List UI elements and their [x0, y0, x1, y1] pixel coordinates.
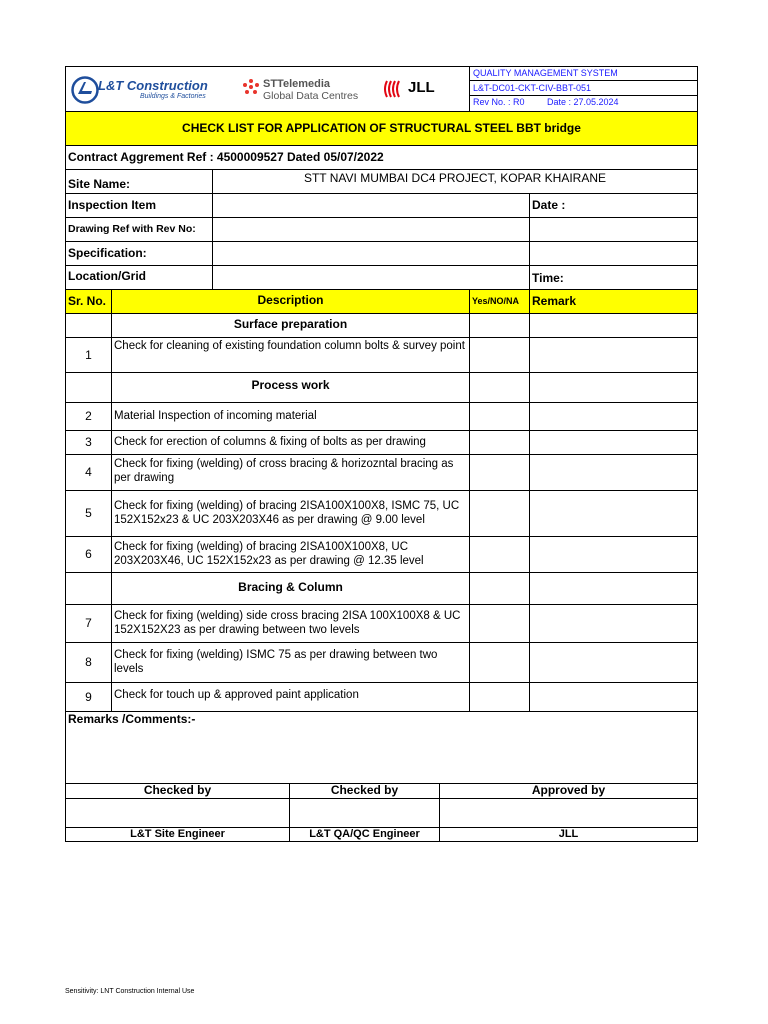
qms-line1: QUALITY MANAGEMENT SYSTEM — [473, 68, 618, 78]
lt-logo-icon — [70, 75, 100, 105]
jll-logo-text: JLL — [408, 79, 435, 96]
row-4-desc-cell — [111, 454, 470, 491]
lt-logo-name: L&T Construction — [98, 78, 208, 93]
row-1-remark[interactable] — [529, 337, 698, 373]
row-5-yes-no[interactable] — [469, 490, 530, 537]
role-1: L&T Site Engineer — [130, 828, 225, 840]
remarks-label: Remarks /Comments:- — [68, 712, 196, 726]
inspection-item-label: Inspection Item — [68, 198, 157, 212]
yes-no-header-text: Yes/NO/NA — [472, 296, 520, 306]
col-header-yes-no — [469, 289, 530, 314]
stt-logo-icon — [241, 78, 261, 96]
row-2-yes-no[interactable] — [469, 402, 530, 431]
rev-date: Date : 27.05.2024 — [547, 97, 619, 107]
contract-row — [65, 145, 698, 170]
row-6-remark[interactable] — [529, 536, 698, 573]
row-3-no: 3 — [65, 430, 112, 455]
role-2-cell — [289, 827, 440, 842]
checked-by-1: Checked by — [143, 783, 212, 797]
qms-line2: L&T-DC01-CKT-CIV-BBT-051 — [473, 83, 592, 93]
approved-by-cell — [439, 783, 698, 799]
row-8-desc-cell — [111, 642, 470, 683]
row-2-desc-cell — [111, 402, 470, 431]
remark-header-text: Remark — [532, 294, 577, 308]
lt-logo-sub: Buildings & Factories — [140, 93, 206, 100]
section-remark-cell[interactable] — [529, 572, 698, 605]
section-sr-cell — [65, 372, 112, 403]
role-2: L&T QA/QC Engineer — [309, 828, 420, 840]
remarks-box[interactable] — [65, 711, 698, 784]
qms-line2-cell — [469, 80, 698, 96]
row-1-yes-no[interactable] — [469, 337, 530, 373]
row-5-no: 5 — [65, 490, 112, 537]
time-cell[interactable] — [529, 265, 698, 290]
specification-field[interactable] — [212, 241, 530, 266]
date-label: Date : — [532, 198, 566, 212]
site-name-label-cell — [65, 169, 213, 194]
row-4-yes-no[interactable] — [469, 454, 530, 491]
section-yes-cell[interactable] — [469, 313, 530, 338]
row-6-no: 6 — [65, 536, 112, 573]
row-1-desc-cell — [111, 337, 470, 373]
section-yes-cell[interactable] — [469, 372, 530, 403]
row-8-remark[interactable] — [529, 642, 698, 683]
section-surface-text: Surface preparation — [233, 317, 348, 331]
checklist-title: CHECK LIST FOR APPLICATION OF STRUCTURAL STEEL BBT bridge — [65, 111, 698, 146]
col-header-description — [111, 289, 470, 314]
row-8-no: 8 — [65, 642, 112, 683]
signature-2-field[interactable] — [289, 798, 440, 828]
section-remark-cell[interactable] — [529, 372, 698, 403]
row-4-remark[interactable] — [529, 454, 698, 491]
col-header-remark — [529, 289, 698, 314]
description-header-text: Description — [257, 293, 324, 307]
section-process-text: Process work — [251, 378, 330, 392]
row-2-remark[interactable] — [529, 402, 698, 431]
row-3-desc-cell — [111, 430, 470, 455]
section-sr-cell — [65, 572, 112, 605]
row-2-desc: Material Inspection of incoming material — [114, 410, 317, 422]
specification-label: Specification: — [68, 246, 147, 260]
row-9-no: 9 — [65, 682, 112, 712]
row-3-desc: Check for erection of columns & fixing of bolts as per drawing — [114, 436, 426, 448]
row-3-yes-no[interactable] — [469, 430, 530, 455]
inspection-item-field[interactable] — [212, 193, 530, 218]
drawing-ref-extra-field[interactable] — [529, 217, 698, 242]
specification-extra-field[interactable] — [529, 241, 698, 266]
drawing-ref-field[interactable] — [212, 217, 530, 242]
checked-by-2-cell — [289, 783, 440, 799]
row-1-desc: Check for cleaning of existing foundation column bolts & survey point — [114, 340, 465, 352]
location-label: Location/Grid — [68, 269, 146, 283]
row-6-desc-cell — [111, 536, 470, 573]
drawing-ref-label-cell — [65, 217, 213, 242]
row-8-yes-no[interactable] — [469, 642, 530, 683]
stt-logo-line1: STTelemedia — [263, 78, 331, 90]
role-3: JLL — [558, 828, 579, 840]
row-2-no: 2 — [65, 402, 112, 431]
row-7-remark[interactable] — [529, 604, 698, 643]
row-7-yes-no[interactable] — [469, 604, 530, 643]
inspection-label-cell — [65, 193, 213, 218]
section-sr-cell — [65, 313, 112, 338]
row-7-no: 7 — [65, 604, 112, 643]
row-7-desc-cell — [111, 604, 470, 643]
date-cell[interactable] — [529, 193, 698, 218]
role-3-cell — [439, 827, 698, 842]
section-surface-preparation — [111, 313, 470, 338]
jll-logo-icon — [384, 79, 406, 99]
role-1-cell — [65, 827, 290, 842]
row-5-desc: Check for fixing (welding) of bracing 2ISA100X100X8, ISMC 75, UC 152X152x23 & UC 203X203X46 as per drawing @ 9.00 level — [114, 500, 460, 526]
row-9-yes-no[interactable] — [469, 682, 530, 712]
checked-by-1-cell — [65, 783, 290, 799]
time-label: Time: — [532, 271, 564, 285]
site-name-value: STT NAVI MUMBAI DC4 PROJECT, KOPAR KHAIRANE — [303, 171, 607, 185]
signature-1-field[interactable] — [65, 798, 290, 828]
rev-cell — [469, 95, 698, 112]
row-4-desc: Check for fixing (welding) of cross bracing & horizozntal bracing as per drawing — [114, 458, 454, 484]
row-5-remark[interactable] — [529, 490, 698, 537]
qms-line1-cell — [469, 66, 698, 81]
row-1-no: 1 — [65, 337, 112, 373]
section-bracing-text: Bracing & Column — [238, 580, 343, 594]
section-remark-cell[interactable] — [529, 313, 698, 338]
section-yes-cell[interactable] — [469, 572, 530, 605]
row-3-remark[interactable] — [529, 430, 698, 455]
row-4-no: 4 — [65, 454, 112, 491]
site-name-value-cell — [212, 169, 698, 194]
stt-logo-line2: Global Data Centres — [263, 90, 359, 102]
row-5-desc-cell — [111, 490, 470, 537]
row-9-desc: Check for touch up & approved paint application — [114, 689, 359, 701]
col-header-sr-no — [65, 289, 112, 314]
section-bracing-column — [111, 572, 470, 605]
contract-ref: Contract Aggrement Ref : 4500009527 Dated 05/07/2022 — [68, 150, 384, 164]
specification-label-cell — [65, 241, 213, 266]
signature-3-field[interactable] — [439, 798, 698, 828]
drawing-ref-label: Drawing Ref with Rev No: — [68, 223, 196, 235]
site-name-label: Site Name: — [68, 177, 131, 191]
row-9-remark[interactable] — [529, 682, 698, 712]
rev-no: Rev No. : R0 — [473, 97, 525, 107]
section-process-work — [111, 372, 470, 403]
row-7-desc: Check for fixing (welding) side cross bracing 2ISA 100X100X8 & UC 152X152X23 as per drawing between two levels — [114, 610, 461, 636]
sr-no-header-text: Sr. No. — [68, 294, 107, 308]
sensitivity-footer: Sensitivity: LNT Construction Internal Use — [65, 988, 195, 995]
row-8-desc: Check for fixing (welding) ISMC 75 as per drawing between two levels — [114, 649, 438, 675]
checked-by-2: Checked by — [330, 783, 399, 797]
location-field[interactable] — [212, 265, 530, 290]
row-6-yes-no[interactable] — [469, 536, 530, 573]
row-6-desc: Check for fixing (welding) of bracing 2ISA100X100X8, UC 203X203X46, UC 152X152x23 as per drawing @ 12.35 level — [114, 541, 424, 567]
row-9-desc-cell — [111, 682, 470, 712]
location-label-cell — [65, 265, 213, 290]
approved-by: Approved by — [531, 783, 606, 797]
